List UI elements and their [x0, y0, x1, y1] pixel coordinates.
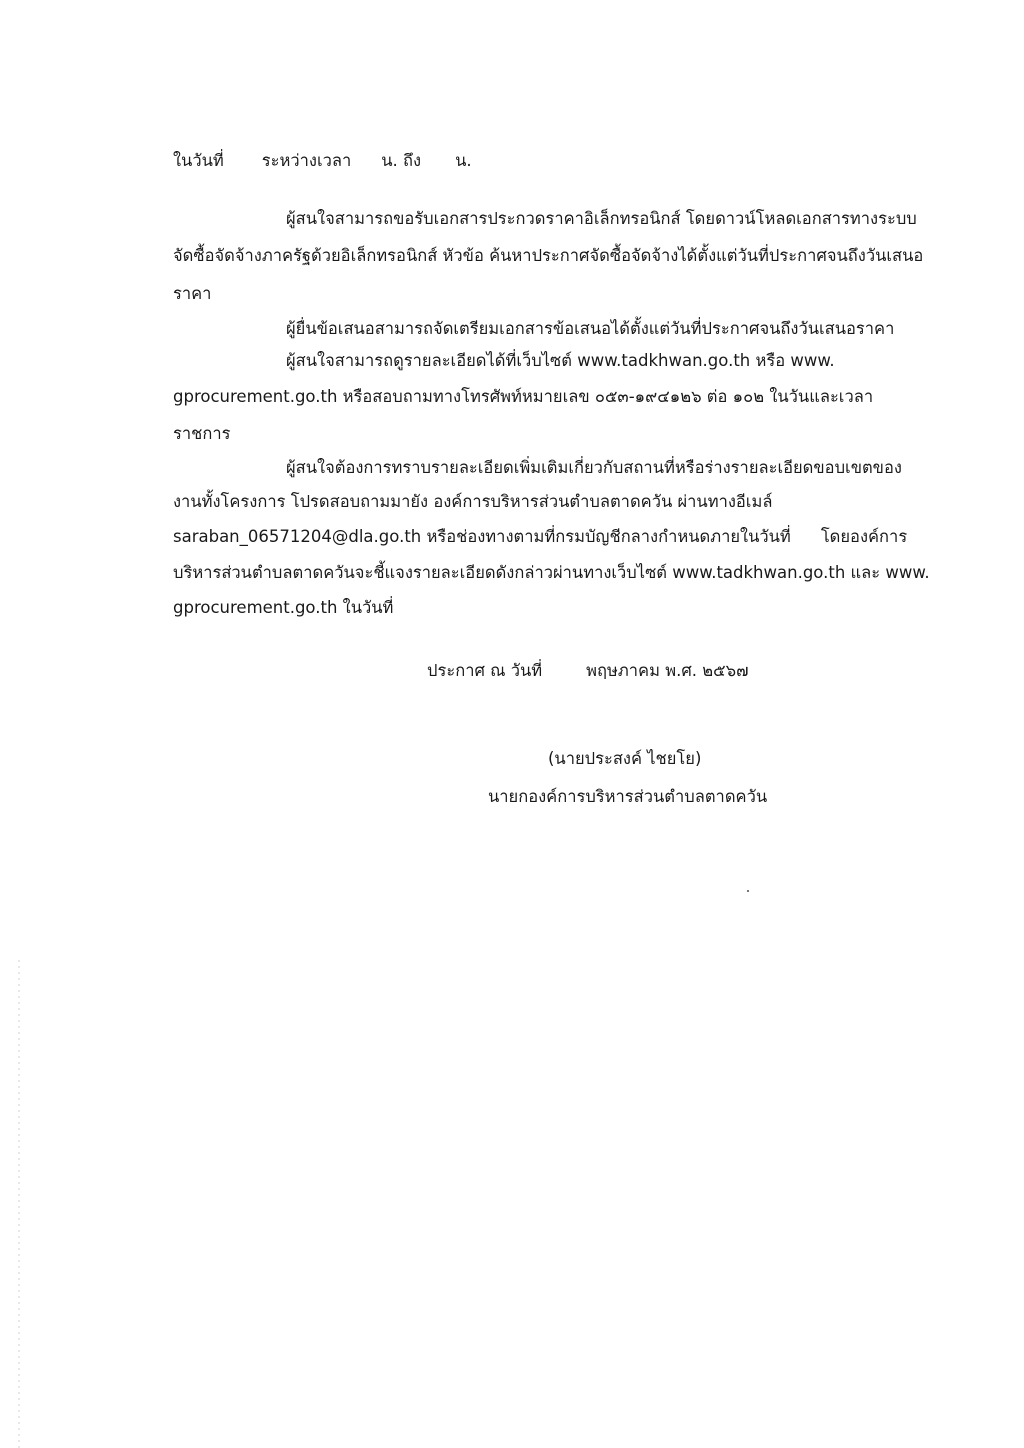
paragraph3-line2: gprocurement.go.th หรือสอบถามทางโทรศัพท์หมายเลข ๐๕๓-๑๙๔๑๒๖ ต่อ ๑๐๒ ในวันและเวลา — [173, 387, 874, 406]
paragraph1-line1: ผู้สนใจสามารถขอรับเอกสารประกวดราคาอิเล็กทรอนิกส์ โดยดาวน์โหลดเอกสารทางระบบ — [286, 209, 917, 228]
paragraph1-line3: ราคา — [173, 284, 212, 303]
signatory-position: นายกองค์การบริหารส่วนตำบลตาดควัน — [488, 787, 768, 806]
signatory-name: (นายประสงค์ ไชยโย) — [548, 749, 702, 768]
on-date-label: ในวันที่ — [173, 151, 224, 170]
announcement-month-year: พฤษภาคม พ.ศ. ๒๕๖๗ — [586, 661, 749, 680]
paragraph4-line3-org: โดยองค์การ — [820, 527, 908, 546]
paragraph1-line2: จัดซื้อจัดจ้างภาครัฐด้วยอิเล็กทรอนิกส์ หัวข้อ ค้นหาประกาศจัดซื้อจัดจ้างได้ตั้งแต่วันที่ประกาศจนถึงวันเสนอ — [173, 246, 924, 265]
hour-start-label: น. ถึง — [381, 151, 422, 170]
paragraph3-line1: ผู้สนใจสามารถดูรายละเอียดได้ที่เว็บไซต์ www.tadkhwan.go.th หรือ www. — [286, 351, 835, 370]
date-time-line — [173, 150, 472, 172]
paragraph4-line5: gprocurement.go.th ในวันที่ — [173, 598, 394, 617]
between-time-label: ระหว่างเวลา — [261, 151, 352, 170]
paragraph4-line1: ผู้สนใจต้องการทราบรายละเอียดเพิ่มเติมเกี่ยวกับสถานที่หรือร่างรายละเอียดขอบเขตของ — [286, 458, 902, 477]
paragraph4-line3 — [173, 526, 907, 548]
scan-dot-artifact — [747, 890, 749, 892]
announcement-line — [427, 660, 749, 682]
paragraph4-line4: บริหารส่วนตำบลตาดควันจะชี้แจงรายละเอียดดังกล่าวผ่านทางเว็บไซต์ www.tadkhwan.go.th และ www. — [173, 563, 930, 582]
paragraph3-line3: ราชการ — [173, 424, 231, 443]
hour-end-label: น. — [455, 151, 472, 170]
paragraph2-line1: ผู้ยื่นข้อเสนอสามารถจัดเตรียมเอกสารข้อเสนอได้ตั้งแต่วันที่ประกาศจนถึงวันเสนอราคา — [286, 319, 895, 338]
announced-on-label: ประกาศ ณ วันที่ — [427, 661, 543, 680]
paragraph4-line2: งานทั้งโครงการ โปรดสอบถามมายัง องค์การบริหารส่วนตำบลตาดควัน ผ่านทางอีเมล์ — [173, 492, 773, 511]
scan-edge-artifact — [18, 960, 20, 1448]
paragraph4-line3-text: saraban_06571204@dla.go.th หรือช่องทางตามที่กรมบัญชีกลางกำหนดภายในวันที่ — [173, 527, 791, 546]
